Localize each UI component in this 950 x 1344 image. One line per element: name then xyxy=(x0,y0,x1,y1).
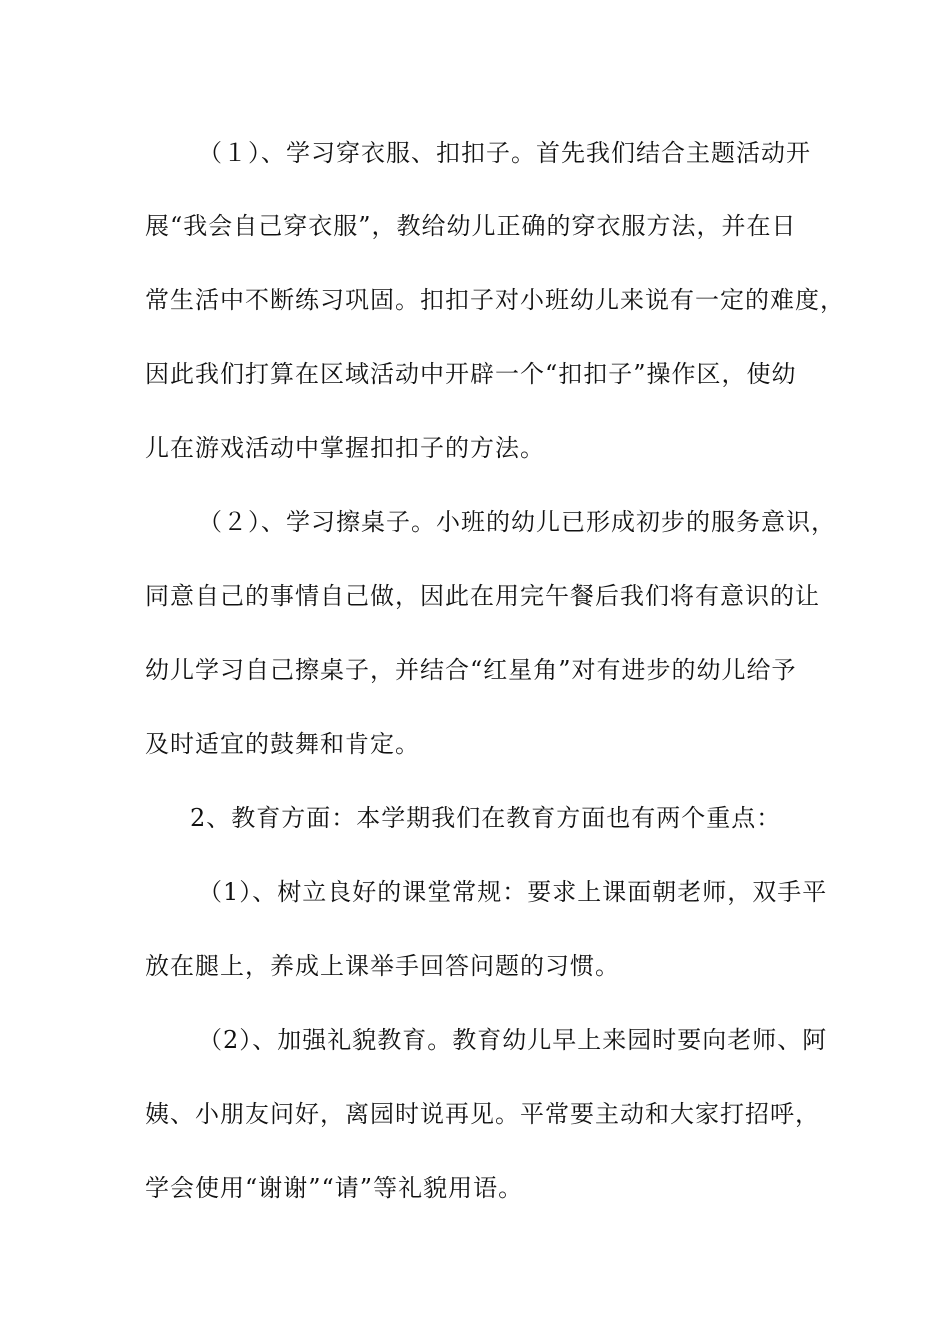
paragraph-4-line-2: 姨、小朋友问好，离园时说再见。平常要主动和大家打招呼， xyxy=(145,1100,820,1128)
paragraph-3-line-1: （1）、树立良好的课堂常规：要求上课面朝老师，双手平 xyxy=(198,878,828,906)
paragraph-1-line-2: 展“我会自己穿衣服”，教给幼儿正确的穿衣服方法，并在日 xyxy=(145,212,797,240)
paragraph-3-line-2: 放在腿上，养成上课举手回答问题的习惯。 xyxy=(145,952,620,980)
paragraph-2-line-3: 幼儿学习自己擦桌子，并结合“红星角”对有进步的幼儿给予 xyxy=(145,656,797,684)
paragraph-1-line-3: 常生活中不断练习巩固。扣扣子对小班幼儿来说有一定的难度， xyxy=(145,286,845,314)
paragraph-1-line-5: 儿在游戏活动中掌握扣扣子的方法。 xyxy=(145,434,545,462)
paragraph-1-line-4: 因此我们打算在区域活动中开辟一个“扣扣子”操作区，使幼 xyxy=(145,360,797,388)
paragraph-4-line-3: 学会使用“谢谢”“请”等礼貌用语。 xyxy=(145,1174,524,1202)
section-2-heading: 2、教育方面：本学期我们在教育方面也有两个重点： xyxy=(190,804,782,832)
paragraph-1-line-1: （１）、学习穿衣服、扣扣子。首先我们结合主题活动开 xyxy=(198,139,811,167)
paragraph-4-line-1: （2）、加强礼貌教育。教育幼儿早上来园时要向老师、阿 xyxy=(198,1026,828,1054)
paragraph-2-line-4: 及时适宜的鼓舞和肯定。 xyxy=(145,730,420,758)
paragraph-2-line-1: （２）、学习擦桌子。小班的幼儿已形成初步的服务意识， xyxy=(198,508,836,536)
paragraph-2-line-2: 同意自己的事情自己做，因此在用完午餐后我们将有意识的让 xyxy=(145,582,820,610)
